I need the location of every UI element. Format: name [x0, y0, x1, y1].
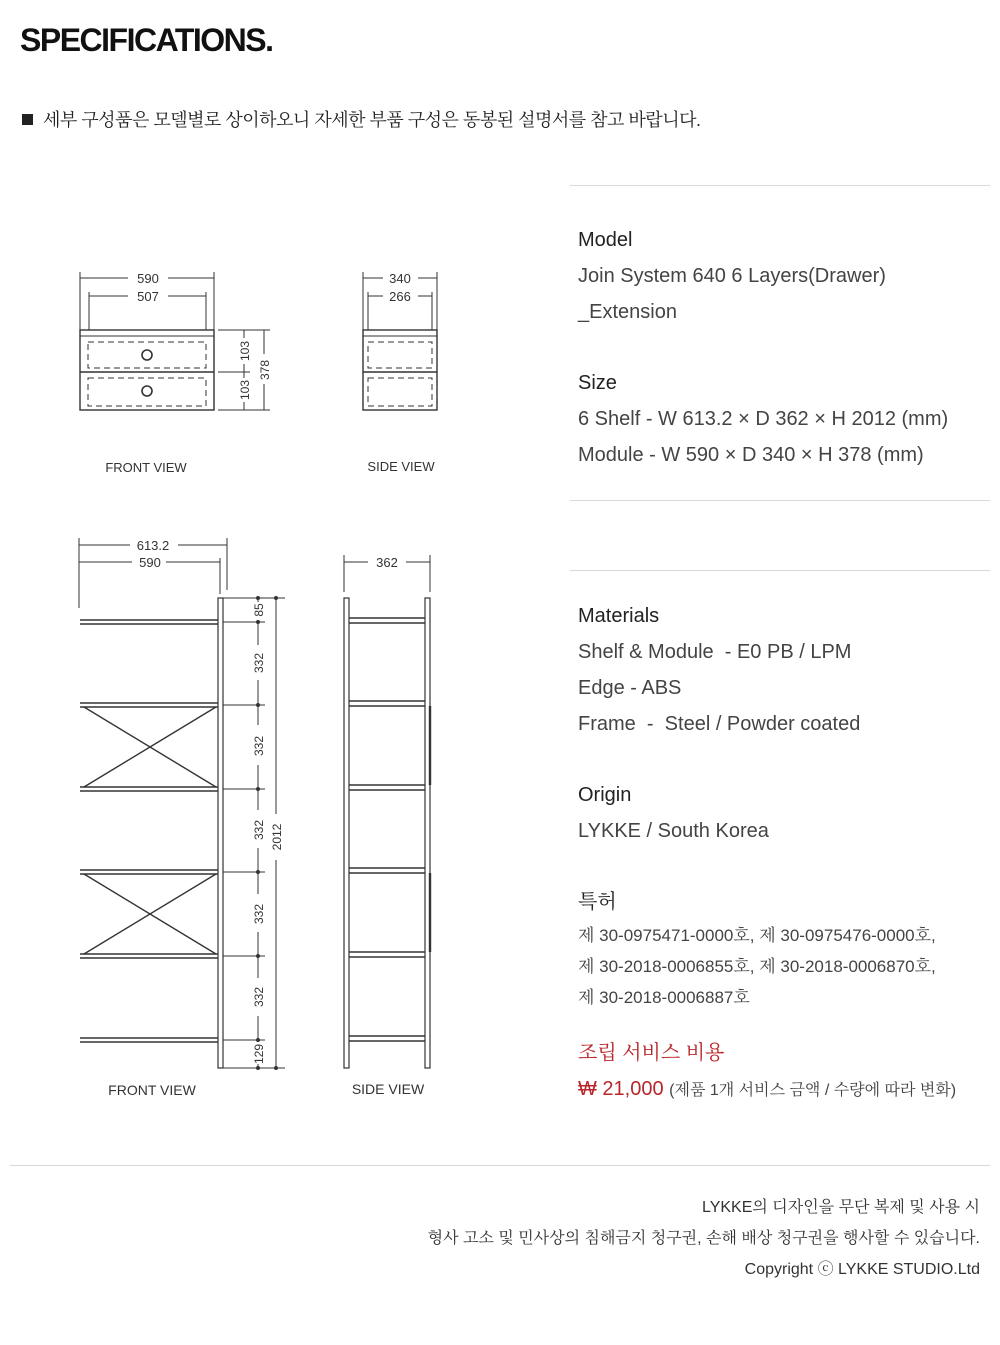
footer-notice — [428, 1192, 980, 1285]
module-side-depth-inner: 266 — [389, 289, 411, 304]
shelf-top-height: 85 — [252, 603, 266, 617]
materials-label: Materials — [578, 605, 660, 627]
model-label: Model — [578, 229, 633, 251]
spec-materials-origin — [578, 598, 956, 1109]
size-value-line-2: Module - W 590 × D 340 × H 378 (mm) — [578, 444, 924, 466]
shelf-side-caption: SIDE VIEW — [351, 1081, 425, 1097]
module-side-caption: SIDE VIEW — [367, 459, 435, 474]
origin-label: Origin — [578, 784, 632, 806]
model-value-line-1: Join System 640 6 Layers(Drawer) — [578, 265, 886, 287]
module-drawer-height-1: 103 — [238, 340, 252, 362]
shelf-front-width-inner: 590 — [139, 555, 161, 570]
shelf-gap-height: 332 — [252, 903, 266, 925]
module-front-caption: FRONT VIEW — [105, 460, 187, 475]
patent-line-2: 제 30-2018-0006855호, 제 30-2018-0006870호, — [578, 957, 936, 976]
spec-model-size — [578, 222, 948, 473]
origin-value: LYKKE / South Korea — [578, 820, 769, 842]
square-bullet-icon — [22, 114, 33, 125]
assembly-service-label: 조립 서비스 비용 — [578, 1042, 725, 1064]
shelf-bottom-height: 129 — [252, 1043, 266, 1065]
shelf-gap-height: 332 — [252, 819, 266, 841]
footer-line-2: 형사 고소 및 민사상의 침해금지 청구권, 손해 배상 청구권을 행사할 수 있습니다. — [427, 1230, 980, 1247]
shelf-front-width-outer: 613.2 — [136, 538, 170, 553]
module-front-view-drawing — [60, 260, 290, 490]
divider-mid-1 — [570, 500, 990, 501]
shelf-gap-height: 332 — [252, 652, 266, 674]
materials-value-line-3: Frame - Steel / Powder coated — [578, 713, 861, 735]
divider-footer — [10, 1165, 990, 1166]
assembly-price-note: (제품 1개 서비스 금액 / 수량에 따라 변화) — [669, 1082, 957, 1099]
shelf-front-view-drawing — [60, 530, 300, 1110]
assembly-price-row — [578, 1071, 956, 1109]
shelf-total-height: 2012 — [270, 823, 284, 851]
footer-line-1: LYKKE의 디자인을 무단 복제 및 사용 시 — [702, 1199, 980, 1216]
patent-line-1: 제 30-0975471-0000호, 제 30-0975476-0000호, — [578, 926, 936, 945]
materials-value-line-1: Shelf & Module - E0 PB / LPM — [578, 641, 852, 663]
patent-line-3: 제 30-2018-0006887호 — [578, 988, 750, 1007]
page-title: SPECIFICATIONS. — [20, 22, 273, 58]
shelf-gap-height: 332 — [252, 986, 266, 1008]
shelf-side-view-drawing — [330, 530, 450, 1110]
size-value-line-1: 6 Shelf - W 613.2 × D 362 × H 2012 (mm) — [578, 408, 949, 430]
copyright-text: Copyright ⓒ LYKKE STUDIO.Ltd — [744, 1261, 980, 1278]
assembly-price: ₩ 21,000 — [578, 1078, 664, 1100]
module-front-width-outer: 590 — [137, 271, 159, 286]
module-total-height: 378 — [258, 359, 272, 381]
shelf-side-depth: 362 — [376, 555, 398, 570]
module-drawer-height-2: 103 — [238, 379, 252, 401]
module-front-width-inner: 507 — [137, 289, 159, 304]
size-label: Size — [578, 372, 617, 394]
notice-text — [22, 106, 700, 132]
shelf-gap-height: 332 — [252, 735, 266, 757]
shelf-front-caption: FRONT VIEW — [108, 1082, 196, 1098]
divider-mid-2 — [570, 570, 990, 571]
module-side-view-drawing — [340, 260, 470, 490]
model-value-line-2: _Extension — [578, 301, 677, 323]
patent-label: 특허 — [578, 891, 617, 913]
divider-top — [570, 185, 990, 186]
module-side-depth-outer: 340 — [389, 271, 411, 286]
materials-value-line-2: Edge - ABS — [578, 677, 682, 699]
notice-message: 세부 구성품은 모델별로 상이하오니 자세한 부품 구성은 동봉된 설명서를 참고 바랍니다. — [43, 110, 701, 130]
